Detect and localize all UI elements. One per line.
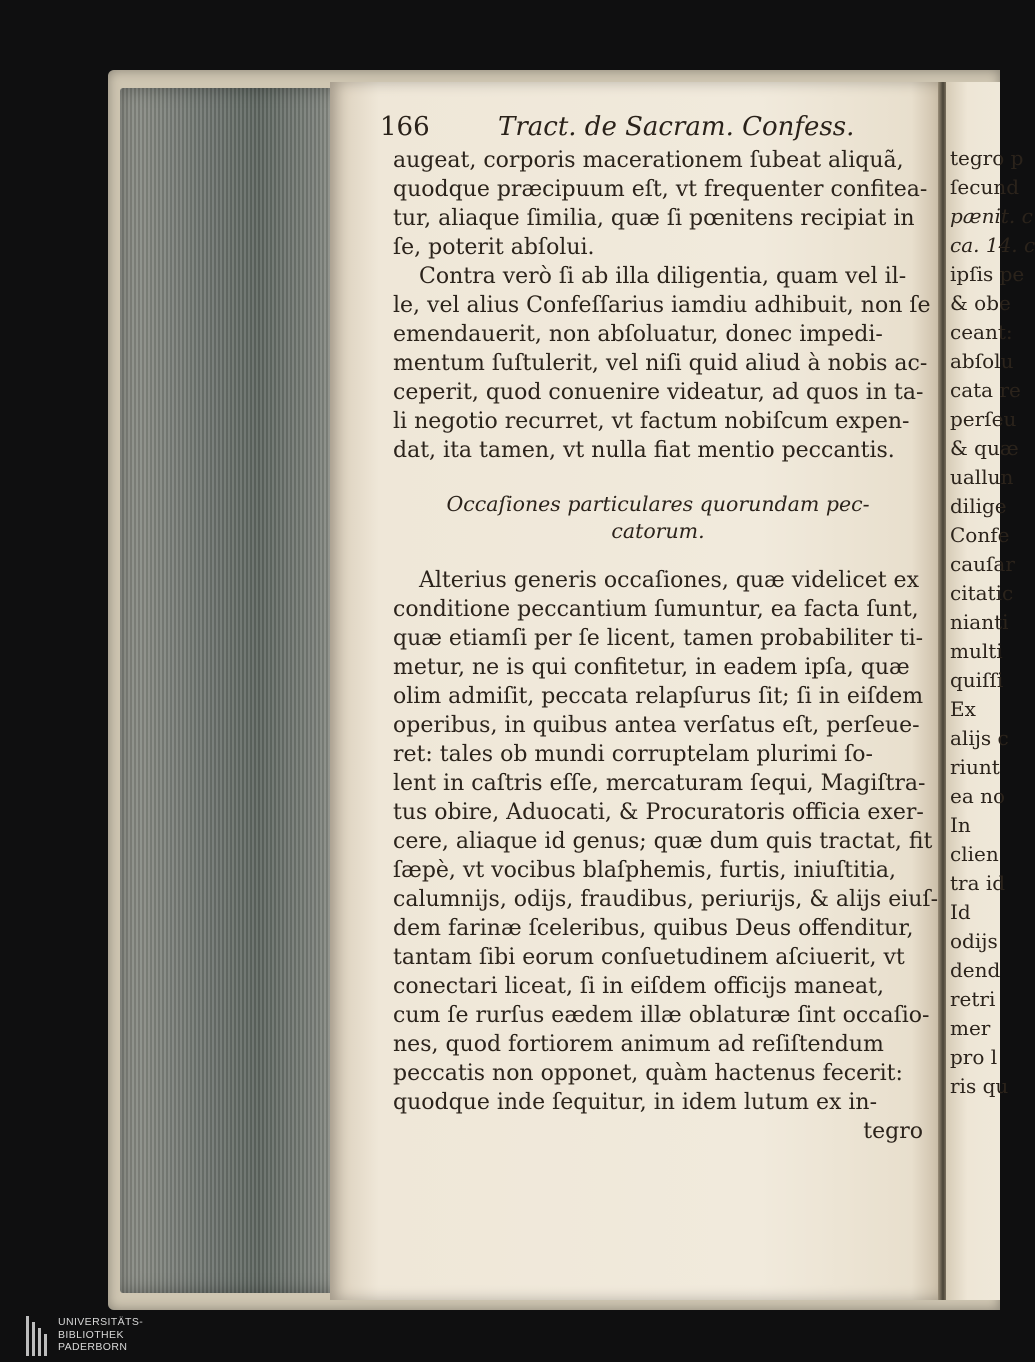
section-heading-line: catorum.: [611, 519, 705, 543]
text-line: emendauerit, non abſoluatur, donec impedi-: [393, 322, 883, 347]
right-page-line: ca. 14. c: [950, 233, 1035, 257]
right-page-line: odijs: [950, 929, 998, 953]
right-page-line: dend: [950, 958, 1001, 982]
text-line: calumnijs, odijs, fraudibus, periurijs, & alijs eiuſ-: [393, 887, 939, 912]
right-page-line: alijs c: [950, 726, 1009, 750]
right-page-line: pænit. c: [950, 204, 1033, 228]
right-page-line: & quæ: [950, 436, 1019, 460]
text-line: tantam ſibi eorum conſuetudinem aſciuerit, vt: [393, 945, 905, 970]
right-page-line: multi: [950, 639, 1003, 663]
right-page-line: tegro p: [950, 146, 1024, 170]
text-line: le, vel alius Confeſſarius iamdiu adhibuit, non ſe: [393, 293, 931, 318]
right-page-line: abſolu: [950, 349, 1014, 373]
body-text-bottom: [393, 566, 939, 1146]
right-page-line: ſecund: [950, 175, 1020, 199]
right-page-line: ceant:: [950, 320, 1013, 344]
text-line: ſe, poterit abſolui.: [393, 235, 595, 260]
text-line: tus obire, Aduocati, & Procuratoris officia exer-: [393, 800, 924, 825]
text-line: tur, aliaque ſimilia, quæ ſi pœnitens recipiat in: [393, 206, 915, 231]
text-line: dem farinæ ſceleribus, quibus Deus offenditur,: [393, 916, 914, 941]
right-page-line: quiſſi: [950, 668, 1004, 692]
text-line: dat, ita tamen, vt nulla fiat mentio peccantis.: [393, 438, 895, 463]
text-line: ret: tales ob mundi corruptelam plurimi ſo-: [393, 742, 873, 767]
text-line: Contra verò ſi ab illa diligentia, quam vel il-: [419, 264, 907, 289]
right-page-line: nianti: [950, 610, 1009, 634]
right-page-line: cata re: [950, 378, 1021, 402]
text-line: augeat, corporis macerationem ſubeat aliquã,: [393, 148, 904, 173]
text-line: quæ etiamſi per ſe licent, tamen probabiliter ti-: [393, 626, 924, 651]
running-head-title: Tract. de Sacram. Confess.: [498, 112, 855, 142]
text-line: Alterius generis occaſiones, quæ videlicet ex: [419, 568, 919, 593]
library-logo-icon: [26, 1316, 48, 1356]
text-line: olim admiſit, peccata relapſurus ſit; ſi in eiſdem: [393, 684, 924, 709]
right-page-line: tra id: [950, 871, 1006, 895]
right-page-line: citatic: [950, 581, 1014, 605]
right-page-line: & obe: [950, 291, 1011, 315]
right-page-line: mer: [950, 1016, 991, 1040]
right-page-line: ris qu: [950, 1074, 1009, 1098]
text-line: quodque præcipuum eſt, vt frequenter confitea-: [393, 177, 928, 202]
section-heading-line: Occaſiones particulares quorundam pec-: [446, 492, 870, 516]
logo-line: UNIVERSITÄTS-: [58, 1316, 144, 1328]
text-line: conectari liceat, ſi in eiſdem officijs maneat,: [393, 974, 884, 999]
section-heading: [393, 491, 923, 545]
right-page-line: perſeu: [950, 407, 1017, 431]
text-line: peccatis non opponet, quàm hactenus fecerit:: [393, 1061, 903, 1086]
text-line: lent in caſtris eſſe, mercaturam ſequi, Magiſtra-: [393, 771, 926, 796]
body-text-top: [393, 146, 931, 465]
right-page-line: ea no: [950, 784, 1006, 808]
right-page-line: Confe: [950, 523, 1010, 547]
text-line: operibus, in quibus antea verſatus eſt, perſeue-: [393, 713, 920, 738]
running-header: [380, 112, 920, 146]
text-line: metur, ne is qui confitetur, in eadem ipſa, quæ: [393, 655, 910, 680]
text-line: cere, aliaque id genus; quæ dum quis tractat, fit: [393, 829, 933, 854]
right-page-line: ipſis pe: [950, 262, 1025, 286]
text-line: li negotio recurret, vt factum nobiſcum expen-: [393, 409, 910, 434]
library-logo-text: [58, 1316, 168, 1354]
right-page-line: Ex: [950, 697, 976, 721]
right-page-line: riunt: [950, 755, 1000, 779]
text-line: nes, quod fortiorem animum ad reſiſtendum: [393, 1032, 884, 1057]
right-page-line: dilige: [950, 494, 1007, 518]
text-line: mentum ſuſtulerit, vel niſi quid aliud à nobis ac-: [393, 351, 928, 376]
library-logo: [26, 1316, 166, 1356]
right-page-line: uallun: [950, 465, 1014, 489]
text-line: quodque inde ſequitur, in idem lutum ex in-: [393, 1090, 878, 1115]
right-page-line: In: [950, 813, 971, 837]
text-line: ceperit, quod conuenire videatur, ad quos in ta-: [393, 380, 924, 405]
logo-line: PADERBORN: [58, 1341, 128, 1353]
right-page-line: retri: [950, 987, 996, 1011]
right-page-line: cauſar: [950, 552, 1015, 576]
right-page-line: Id: [950, 900, 971, 924]
logo-line: BIBLIOTHEK: [58, 1328, 124, 1341]
catchword: tegro: [863, 1119, 923, 1144]
page-edges: [120, 88, 352, 1293]
right-page-line: clien: [950, 842, 999, 866]
right-page-line: pro l: [950, 1045, 998, 1069]
text-line: ſæpè, vt vocibus blaſphemis, furtis, iniuſtitia,: [393, 858, 896, 883]
text-line: cum ſe rurſus eædem illæ oblaturæ ſint occaſio-: [393, 1003, 930, 1028]
right-page: [946, 82, 1035, 1300]
page-number: 166: [380, 112, 430, 142]
text-line: conditione peccantium ſumuntur, ea facta ſunt,: [393, 597, 919, 622]
